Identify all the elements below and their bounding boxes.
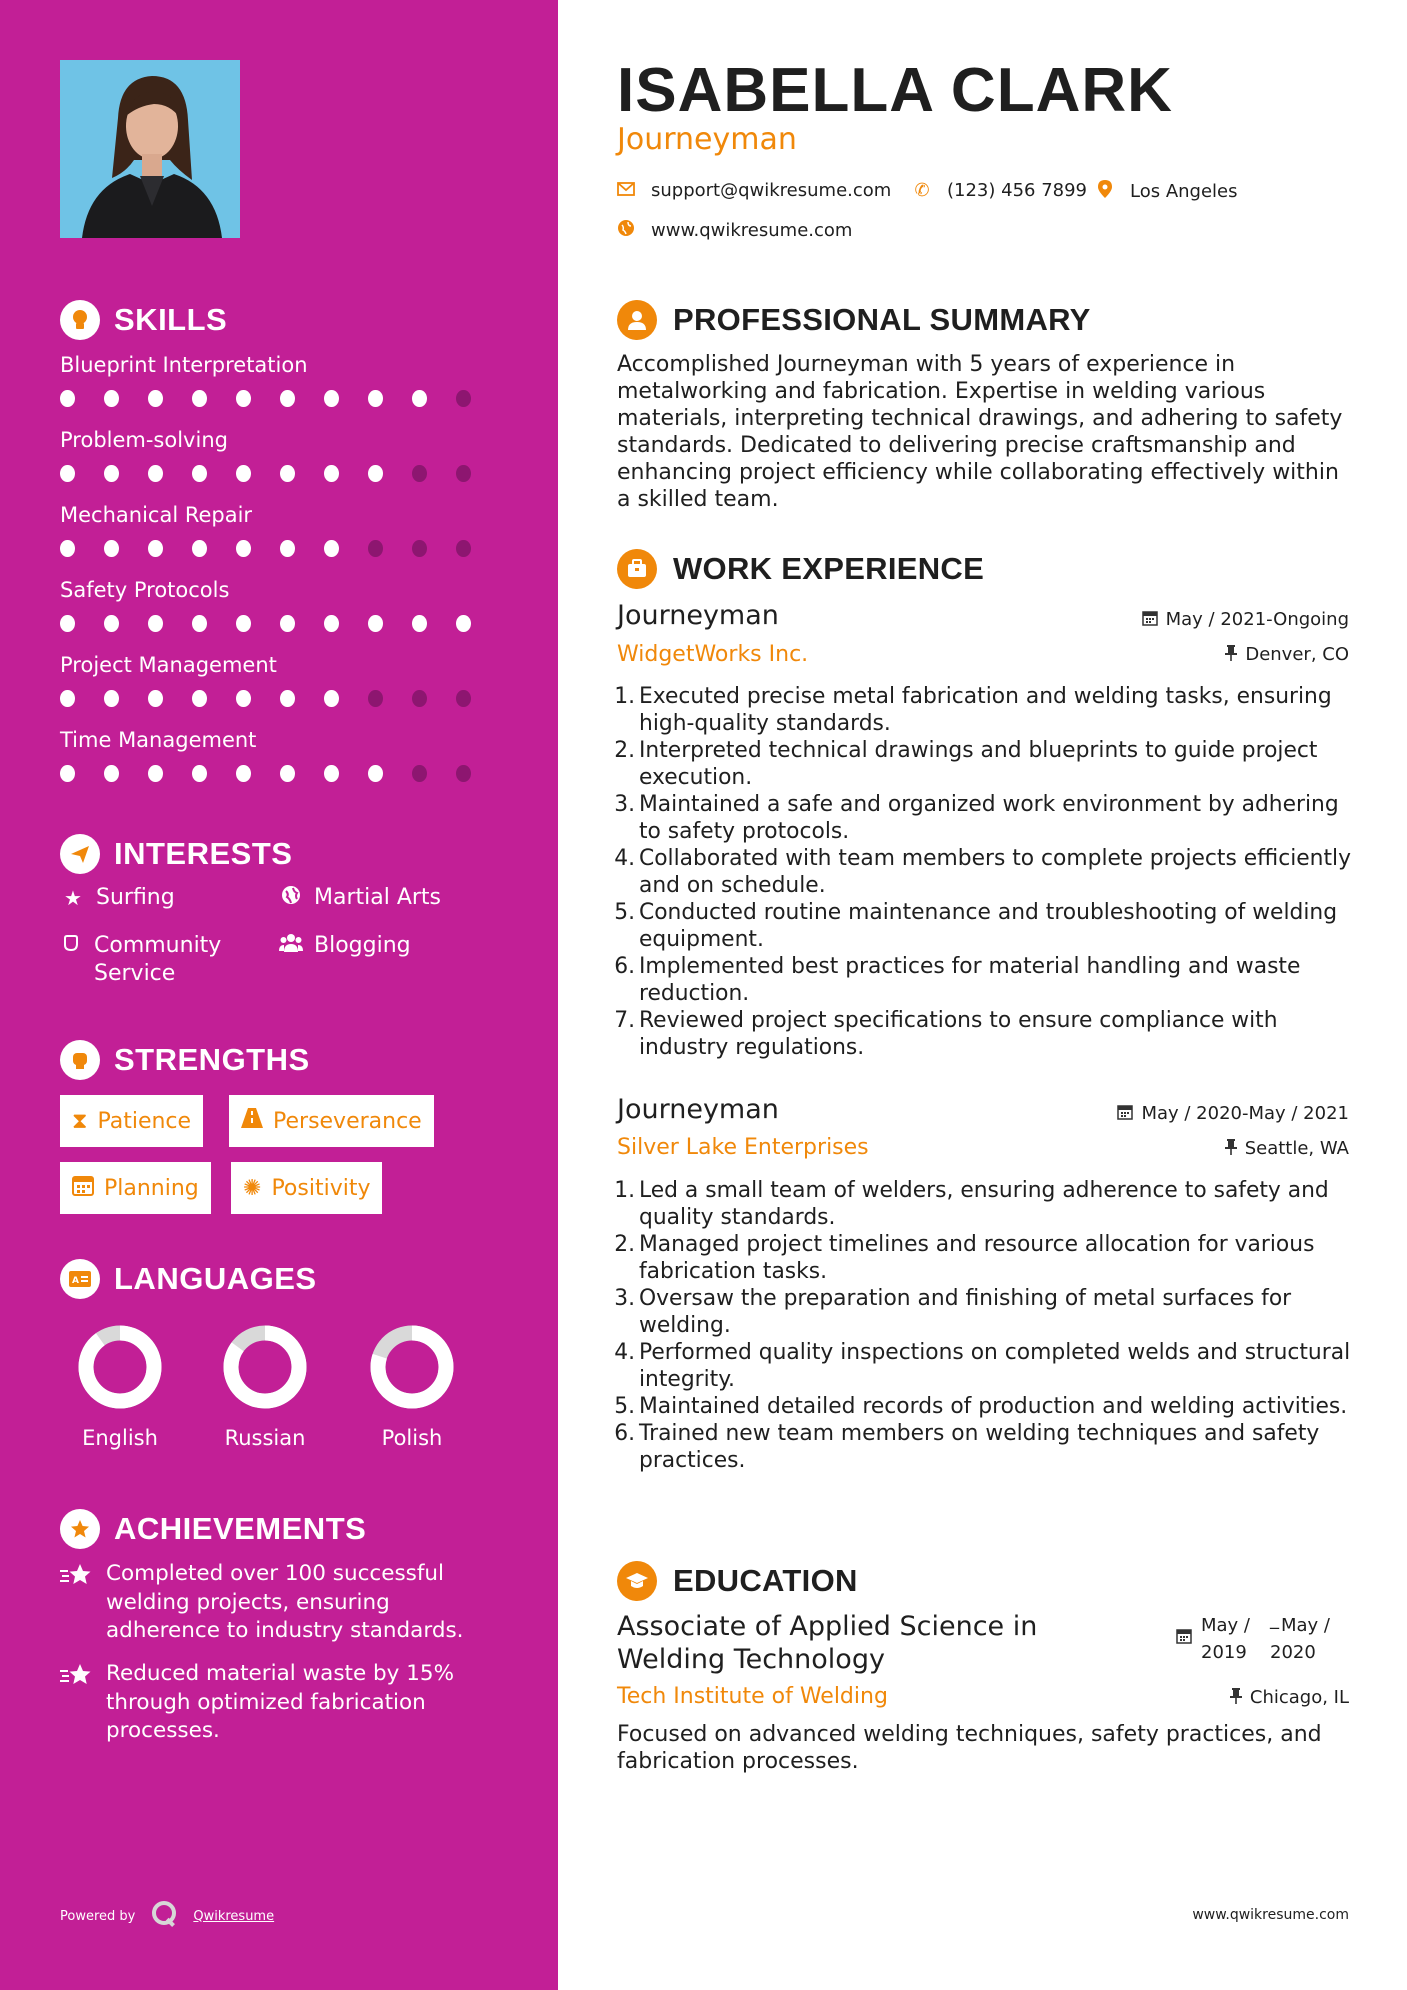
bullet-item	[609, 1231, 1357, 1285]
strength-label: Perseverance	[273, 1108, 422, 1134]
location-text: Los Angeles	[1130, 181, 1238, 202]
rating-dot	[280, 765, 295, 782]
rating-dot	[104, 765, 119, 782]
rating-dot	[192, 390, 207, 407]
rating-dot	[456, 765, 471, 782]
bullet-number: 1.	[614, 1178, 635, 1203]
contact-location	[1096, 180, 1238, 203]
calendar-icon	[72, 1174, 94, 1202]
rating-dot	[60, 540, 75, 557]
achievement-item	[60, 1560, 500, 1646]
bullet-number: 3.	[614, 792, 635, 817]
skill-item	[60, 425, 500, 482]
bullet-item	[609, 1177, 1357, 1231]
rating-dot	[104, 465, 119, 482]
edu-end-month-text: May /	[1281, 1615, 1330, 1636]
pin-icon	[1230, 1688, 1242, 1708]
achievement-text: Reduced material waste by 15% through optimized fabrication processes.	[106, 1661, 455, 1743]
rating-dot	[236, 615, 251, 632]
skill-rating	[60, 390, 500, 407]
rating-dot	[280, 390, 295, 407]
rating-dot	[412, 765, 427, 782]
skill-rating	[60, 465, 500, 482]
bullet-number: 6.	[614, 954, 635, 979]
job-location	[1225, 1138, 1349, 1159]
achievement-text: Completed over 100 successful welding projects, ensuring adherence to industry standards.	[106, 1561, 464, 1643]
contact-phone[interactable]	[913, 180, 1087, 201]
job-bullets	[609, 1177, 1357, 1474]
graduation-cap-icon	[617, 1561, 657, 1601]
language-name: Polish	[381, 1426, 443, 1450]
strengths-heading	[60, 1039, 310, 1081]
lightbulb-icon	[60, 300, 100, 340]
bullet-item	[609, 953, 1357, 1007]
language-item	[357, 1322, 467, 1450]
rating-dot	[192, 615, 207, 632]
star-icon: ★	[64, 886, 82, 910]
rating-dot	[368, 390, 383, 407]
rating-dot	[280, 465, 295, 482]
interest-label: Community Service	[94, 933, 222, 986]
bullet-item	[609, 899, 1357, 953]
bullet-text: Reviewed project specifications to ensure compliance with industry regulations.	[639, 1008, 1278, 1060]
candidate-name: ISABELLA CLARK	[617, 56, 1173, 125]
language-item	[65, 1322, 175, 1450]
skill-name: Problem-solving	[60, 428, 228, 452]
strength-badge	[231, 1162, 382, 1214]
job-location	[1225, 644, 1349, 665]
user-icon	[617, 300, 657, 340]
qwikresume-link[interactable]: Qwikresume	[193, 1908, 275, 1924]
bullet-text: Interpreted technical drawings and blueprints to guide project execution.	[639, 738, 1318, 790]
medal-icon	[60, 1509, 100, 1549]
interests-heading-text: INTERESTS	[114, 836, 293, 871]
rating-dot	[412, 690, 427, 707]
trophy-star-icon	[60, 1662, 94, 1694]
edu-start-year: 2019	[1201, 1642, 1247, 1663]
bullet-item	[609, 1339, 1357, 1393]
skill-item	[60, 350, 500, 407]
powered-by	[60, 1900, 274, 1932]
bullet-number: 5.	[614, 900, 635, 925]
experience-heading	[617, 549, 984, 589]
skill-rating	[60, 765, 500, 782]
powered-by-label: Powered by	[60, 1908, 136, 1924]
rating-dot	[412, 465, 427, 482]
bullet-item	[609, 1007, 1357, 1061]
job-dates-text: May / 2021-Ongoing	[1165, 609, 1349, 630]
bullet-item	[609, 1393, 1357, 1420]
skill-name: Blueprint Interpretation	[60, 353, 308, 377]
rating-dot	[236, 465, 251, 482]
job-title: Journeyman	[617, 600, 779, 631]
fist-icon	[60, 1040, 100, 1080]
interest-item	[58, 932, 258, 988]
strength-label: Planning	[104, 1175, 199, 1201]
job-title: Journeyman	[617, 1094, 779, 1125]
bullet-text: Maintained a safe and organized work environment by adhering to safety protocols.	[639, 792, 1339, 844]
edu-end-month	[1270, 1609, 1330, 1639]
bullet-item	[609, 1285, 1357, 1339]
website-text: www.qwikresume.com	[651, 220, 853, 241]
bullet-number: 7.	[614, 1008, 635, 1033]
summary-heading	[617, 300, 1091, 340]
achievements-heading	[60, 1508, 366, 1550]
rating-dot	[236, 390, 251, 407]
bullet-text: Managed project timelines and resource allocation for various fabrication tasks.	[639, 1232, 1315, 1284]
job-location-text: Denver, CO	[1245, 644, 1349, 665]
skill-name: Project Management	[60, 653, 277, 677]
sidebar	[0, 0, 558, 1990]
rating-dot	[104, 690, 119, 707]
rating-dot	[456, 540, 471, 557]
phone-icon: ✆	[914, 180, 930, 201]
job-dates	[1142, 609, 1349, 630]
strength-label: Positivity	[271, 1175, 371, 1201]
bullet-number: 2.	[614, 1232, 635, 1257]
achievements-heading-text: ACHIEVEMENTS	[114, 1511, 367, 1546]
languages-heading	[60, 1258, 317, 1300]
rating-dot	[280, 540, 295, 557]
rating-dot	[368, 465, 383, 482]
pin-icon	[1225, 1139, 1237, 1159]
bullet-item	[609, 845, 1357, 899]
strength-badge	[60, 1162, 211, 1214]
rating-dot	[456, 465, 471, 482]
language-donut	[75, 1322, 165, 1412]
language-name: Russian	[224, 1426, 306, 1450]
interest-label: Blogging	[314, 933, 411, 958]
phone-text: (123) 456 7899	[947, 180, 1088, 201]
bullet-number: 4.	[614, 1340, 635, 1365]
rating-dot	[60, 390, 75, 407]
briefcase-icon	[617, 549, 657, 589]
rating-dot	[324, 540, 339, 557]
rating-dot	[456, 390, 471, 407]
bullet-text: Maintained detailed records of production and welding activities.	[639, 1394, 1348, 1419]
skill-item	[60, 500, 500, 557]
rating-dot	[60, 615, 75, 632]
skill-rating	[60, 540, 500, 557]
rating-dot	[324, 765, 339, 782]
bullet-text: Executed precise metal fabrication and welding tasks, ensuring high-quality standards.	[639, 684, 1332, 736]
edu-start-month: May /	[1201, 1615, 1250, 1636]
job-dates	[1117, 1103, 1349, 1124]
bullet-item	[609, 1420, 1357, 1474]
footer-url[interactable]: www.qwikresume.com	[1192, 1907, 1349, 1923]
rating-dot	[456, 690, 471, 707]
skill-name: Safety Protocols	[60, 578, 230, 602]
interest-item	[278, 932, 411, 960]
edu-location	[1230, 1687, 1349, 1708]
rating-dot	[192, 690, 207, 707]
skill-item	[60, 575, 500, 632]
strength-badge	[60, 1095, 203, 1147]
company-name: WidgetWorks Inc.	[617, 642, 809, 667]
paper-plane-icon	[60, 834, 100, 874]
candidate-role: Journeyman	[617, 122, 797, 157]
hand-icon	[58, 932, 84, 960]
rating-dot	[456, 615, 471, 632]
bullet-number: 2.	[614, 738, 635, 763]
language-donut	[367, 1322, 457, 1412]
rating-dot	[324, 390, 339, 407]
rating-dot	[236, 690, 251, 707]
map-pin-icon	[1096, 180, 1114, 203]
language-item	[210, 1322, 320, 1450]
bullet-text: Implemented best practices for material handling and waste reduction.	[639, 954, 1301, 1006]
rating-dot	[148, 765, 163, 782]
interest-item	[278, 884, 441, 912]
experience-heading-text: WORK EXPERIENCE	[673, 551, 985, 586]
education-heading-text: EDUCATION	[673, 1563, 858, 1598]
calendar-icon	[1117, 1104, 1133, 1124]
interest-label: Martial Arts	[314, 885, 442, 910]
rating-dot	[412, 540, 427, 557]
bullet-item	[609, 737, 1357, 791]
rating-dot	[412, 615, 427, 632]
users-icon	[278, 932, 304, 960]
skill-item	[60, 725, 500, 782]
edu-description: Focused on advanced welding techniques, safety practices, and fabrication processes.	[617, 1722, 1322, 1774]
edu-end-year: 2020	[1270, 1642, 1316, 1663]
bullet-text: Collaborated with team members to complete projects efficiently and on schedule.	[639, 846, 1351, 898]
bullet-text: Oversaw the preparation and finishing of metal surfaces for welding.	[639, 1286, 1292, 1338]
calendar-icon	[1142, 610, 1158, 630]
hourglass-icon: ⧗	[72, 1108, 88, 1134]
skill-rating	[60, 615, 500, 632]
skill-item	[60, 650, 500, 707]
skill-rating	[60, 690, 500, 707]
skill-name: Time Management	[60, 728, 257, 752]
contact-website[interactable]	[617, 220, 852, 241]
skills-heading	[60, 299, 227, 341]
rating-dot	[104, 390, 119, 407]
bullet-number: 6.	[614, 1421, 635, 1446]
bullet-number: 4.	[614, 846, 635, 871]
degree-title: Associate of Applied Science in Welding Technology	[617, 1611, 1038, 1675]
rating-dot	[104, 615, 119, 632]
summary-text: Accomplished Journeyman with 5 years of experience in metalworking and fabrication. Expertise in welding various materials, interpreting technical drawings, and adhering to safety standards. Dedicated to delivering precise craftsmanship and enhancing project efficiency while collaborating effectively within a skilled team.	[617, 352, 1343, 512]
sun-icon: ✺	[243, 1175, 262, 1201]
bullet-text: Led a small team of welders, ensuring adherence to safety and quality standards.	[639, 1178, 1329, 1230]
rating-dot	[148, 540, 163, 557]
strengths-heading-text: STRENGTHS	[114, 1042, 310, 1077]
rating-dot	[60, 765, 75, 782]
contact-email[interactable]	[617, 180, 891, 201]
rating-dot	[368, 540, 383, 557]
interest-item	[60, 884, 175, 912]
company-name: Silver Lake Enterprises	[617, 1135, 869, 1160]
bullet-item	[609, 683, 1357, 737]
rating-dot	[324, 465, 339, 482]
email-text: support@qwikresume.com	[651, 180, 892, 201]
strength-label: Patience	[97, 1108, 192, 1134]
dash-glyph: _	[1270, 1609, 1279, 1630]
language-icon	[60, 1259, 100, 1299]
rating-dot	[60, 690, 75, 707]
rating-dot	[148, 690, 163, 707]
envelope-icon	[617, 180, 635, 201]
calendar-icon	[1176, 1628, 1192, 1648]
rating-dot	[236, 540, 251, 557]
profile-photo	[60, 60, 240, 238]
edu-location-text: Chicago, IL	[1249, 1687, 1349, 1708]
edu-dates-icon-wrap	[1176, 1628, 1200, 1648]
svg-text:A: A	[72, 1276, 79, 1286]
rating-dot	[192, 465, 207, 482]
language-name: English	[82, 1426, 158, 1450]
education-heading	[617, 1561, 858, 1601]
summary-heading-text: PROFESSIONAL SUMMARY	[673, 302, 1091, 337]
skill-name: Mechanical Repair	[60, 503, 253, 527]
bullet-text: Conducted routine maintenance and troubleshooting of welding equipment.	[639, 900, 1338, 952]
rating-dot	[368, 765, 383, 782]
language-donut	[220, 1322, 310, 1412]
rating-dot	[324, 690, 339, 707]
rating-dot	[192, 540, 207, 557]
interests-heading	[60, 833, 292, 875]
school-name: Tech Institute of Welding	[617, 1684, 888, 1709]
rating-dot	[148, 390, 163, 407]
bullet-number: 3.	[614, 1286, 635, 1311]
trophy-star-icon	[60, 1562, 94, 1594]
rating-dot	[104, 540, 119, 557]
skills-heading-text: SKILLS	[114, 302, 228, 337]
languages-heading-text: LANGUAGES	[114, 1261, 317, 1296]
rating-dot	[368, 615, 383, 632]
rating-dot	[324, 615, 339, 632]
bullet-number: 5.	[614, 1394, 635, 1419]
job-bullets	[609, 683, 1357, 1061]
rating-dot	[148, 615, 163, 632]
pin-icon	[1225, 645, 1237, 665]
rating-dot	[236, 765, 251, 782]
bullet-item	[609, 791, 1357, 845]
bullet-text: Trained new team members on welding techniques and safety practices.	[639, 1421, 1320, 1473]
globe-icon	[617, 220, 635, 241]
qwikresume-logo-icon	[151, 1900, 179, 1932]
donut-fill	[86, 1333, 154, 1401]
rating-dot	[280, 615, 295, 632]
edu-end-date	[1270, 1609, 1330, 1666]
rating-dot	[148, 465, 163, 482]
bullet-text: Performed quality inspections on completed welds and structural integrity.	[639, 1340, 1351, 1392]
rating-dot	[60, 465, 75, 482]
job-location-text: Seattle, WA	[1244, 1138, 1349, 1159]
rating-dot	[368, 690, 383, 707]
bullet-number: 1.	[614, 684, 635, 709]
road-icon	[241, 1108, 263, 1134]
rating-dot	[412, 390, 427, 407]
edu-start-date	[1201, 1612, 1250, 1666]
globe-icon	[278, 884, 304, 912]
interest-label: Surfing	[96, 885, 175, 910]
strength-badge	[229, 1095, 434, 1147]
achievement-item	[60, 1660, 500, 1746]
rating-dot	[192, 765, 207, 782]
rating-dot	[280, 690, 295, 707]
job-dates-text: May / 2020-May / 2021	[1141, 1103, 1349, 1124]
